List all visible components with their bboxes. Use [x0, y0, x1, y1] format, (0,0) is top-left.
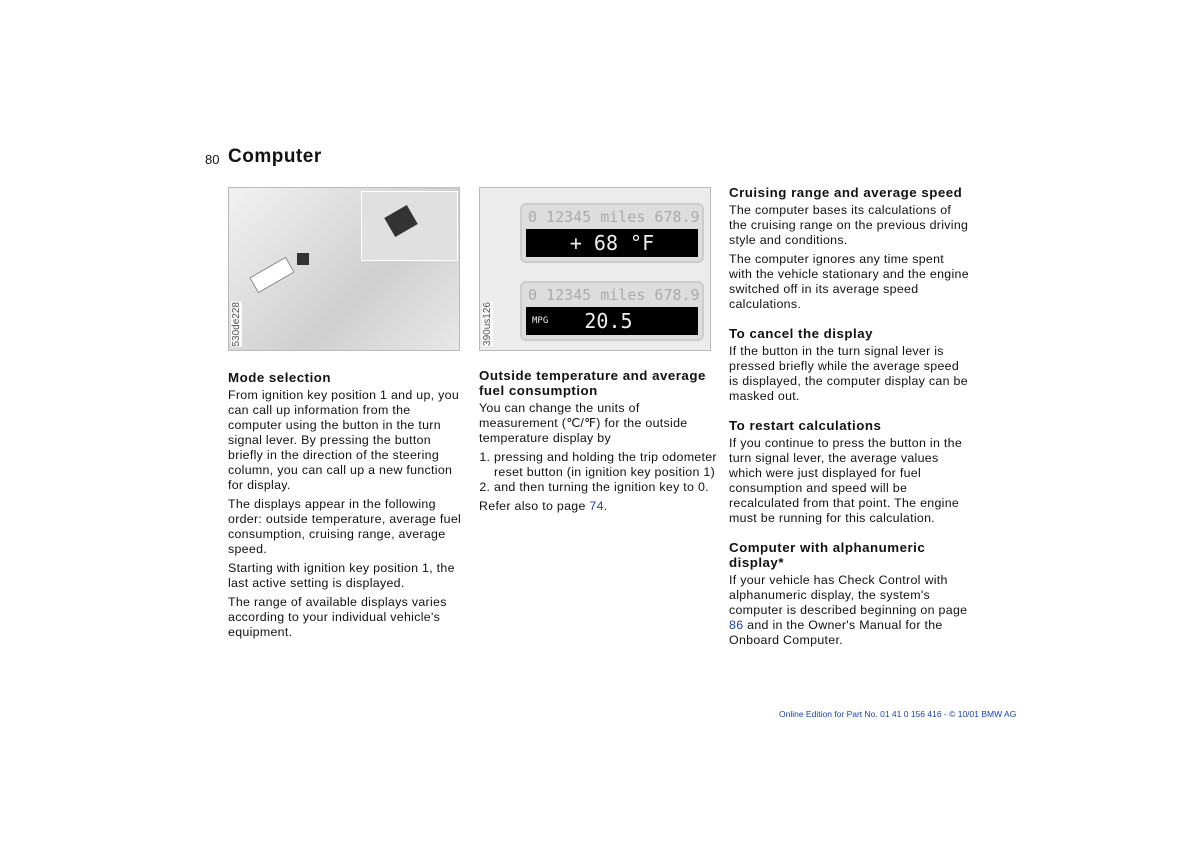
refer-text: Refer also to page: [479, 499, 590, 513]
heading: Cruising range and average speed: [729, 185, 963, 200]
step: 2. and then turning the ignition key to 0.: [494, 480, 719, 495]
refer-end: .: [603, 499, 608, 513]
paragraph: Starting with ignition key position 1, the last active setting is displayed.: [228, 561, 455, 590]
computer-display-image: [479, 187, 711, 351]
mpg-readout: [526, 307, 698, 335]
arrow-icon: [249, 257, 294, 294]
heading: To cancel the display: [729, 326, 874, 341]
heading: Computer with alphanumeric display*: [729, 540, 926, 570]
display-temperature: [520, 203, 704, 263]
page-link[interactable]: 74: [589, 499, 604, 513]
heading: Outside temperature and average fuel consumption: [479, 368, 706, 398]
footer: Online Edition for Part No. 01 41 0 156 416 - © 10/01 BMW AG: [779, 709, 1017, 719]
column-cruising-range: [729, 185, 969, 652]
paragraph: If your vehicle has Check Control with alphanumeric display, the system's computer is described beginning on page: [729, 573, 968, 617]
page-number: 80: [205, 152, 220, 167]
page-title: Computer: [228, 146, 322, 167]
temperature-readout: + 68 °F: [526, 229, 698, 257]
inset-detail: [361, 191, 458, 261]
odometer-line: 0 12345 miles 678.9: [528, 208, 700, 226]
heading: Mode selection: [228, 370, 332, 385]
lever-button: [297, 253, 309, 265]
paragraph: The displays appear in the following order: outside temperature, average fuel consumption, cruising range, average speed.: [228, 497, 462, 556]
figure-code: 530de228: [231, 301, 242, 346]
mpg-value: 20.5: [584, 309, 633, 333]
paragraph: The computer ignores any time spent with the vehicle stationary and the engine switched off in its average speed calculations.: [729, 252, 969, 311]
mpg-label: MPG: [532, 316, 549, 326]
paragraph: If the button in the turn signal lever is pressed briefly while the average speed is displayed, the computer display can be masked out.: [729, 344, 968, 403]
odometer-line: 0 12345 miles 678.9: [528, 286, 700, 304]
step: 1. pressing and holding the trip odometer reset button (in ignition key position 1): [494, 450, 719, 480]
column-outside-temperature: [479, 368, 719, 518]
figure-code: 390us126: [482, 302, 493, 346]
paragraph: If you continue to press the button in the turn signal lever, the average values which were just displayed for fuel consumption and speed will be recalculated from that point. The engine must be running for this calculation.: [729, 436, 963, 525]
page-link[interactable]: 86: [729, 618, 744, 632]
paragraph: and in the Owner's Manual for the Onboard Computer.: [729, 618, 943, 647]
display-mpg: [520, 281, 704, 341]
button-icon: [384, 205, 418, 237]
turn-signal-lever-image: [228, 187, 460, 351]
paragraph: You can change the units of measurement (℃/℉) for the outside temperature display by: [479, 401, 688, 445]
heading: To restart calculations: [729, 418, 882, 433]
column-mode-selection: [228, 370, 468, 644]
paragraph: The computer bases its calculations of the cruising range on the previous driving style and conditions.: [729, 203, 969, 247]
paragraph: From ignition key position 1 and up, you can call up information from the computer using the button in the turn signal lever. By pressing the button briefly in the direction of the steering column, you can call up a new function for display.: [228, 388, 460, 492]
paragraph: The range of available displays varies according to your individual vehicle's equipment.: [228, 595, 447, 639]
